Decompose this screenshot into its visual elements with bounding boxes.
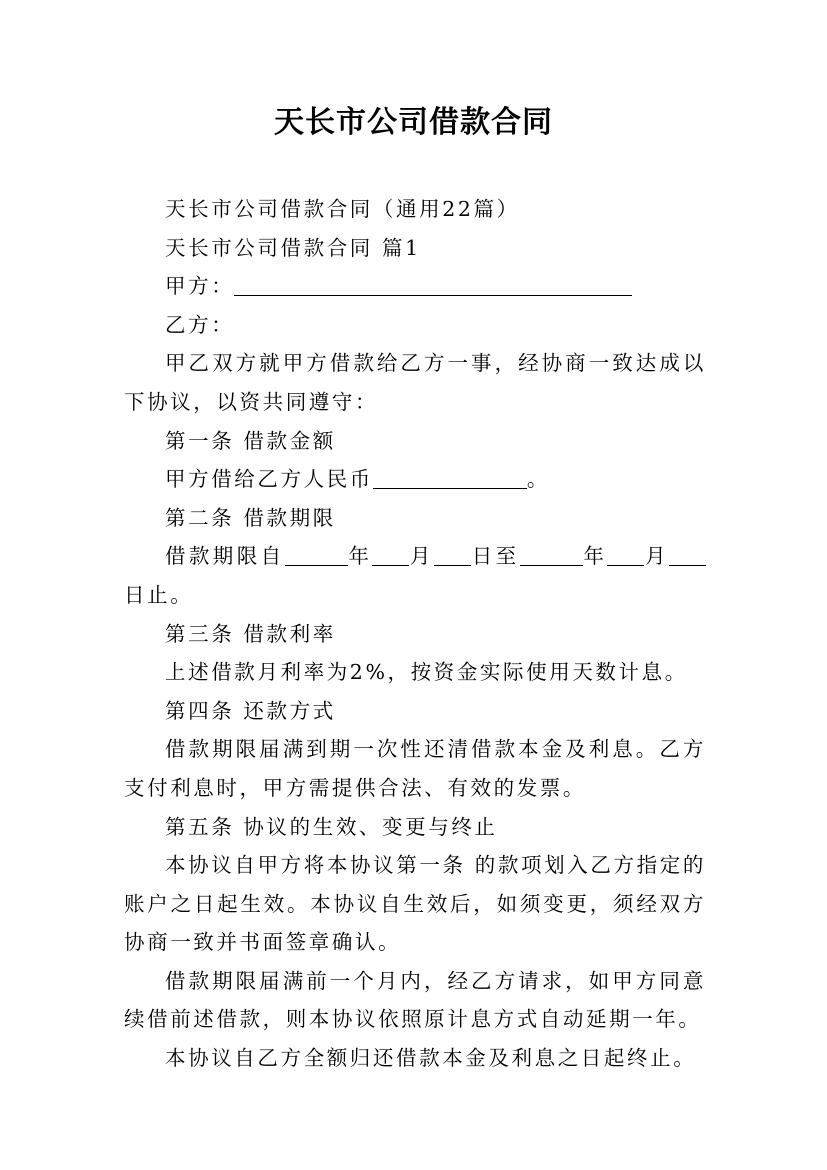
article2-year2: 年: [582, 544, 608, 569]
start-day-blank: [434, 545, 471, 567]
party-b-label: 乙方：: [165, 312, 235, 337]
party-b-line: [124, 306, 706, 345]
article1-text: [124, 460, 706, 499]
start-month-blank: [372, 545, 409, 567]
article1-text-before: 甲方借给乙方人民币: [165, 467, 373, 492]
article2-prefix: 借款期限自: [165, 544, 285, 569]
document-subtitle: 天长市公司借款合同（通用22篇）: [165, 197, 520, 221]
start-year-blank: [285, 545, 348, 567]
article3-text: 上述借款月利率为2%，按资金实际使用天数计息。: [165, 660, 688, 685]
article2-month1: 月: [409, 544, 434, 569]
party-a-line: [124, 267, 706, 306]
article3-title: 第三条 借款利率: [165, 621, 336, 646]
article5-paragraph-2: 借款期限届满前一个月内，经乙方请求，如甲方同意续借前述借款，则本协议依照原计息方式自动延期一年。: [124, 968, 706, 1032]
document-body: [124, 190, 706, 1078]
end-day-blank: [669, 545, 706, 567]
article4-text: 借款期限届满到期一次性还清借款本金及利息。乙方支付利息时，甲方需提供合法、有效的发票。: [124, 737, 706, 800]
article2-text: [124, 537, 706, 614]
document-title: 天长市公司借款合同: [274, 105, 553, 140]
article2-month2: 月: [644, 544, 670, 569]
article2-year1: 年: [347, 544, 373, 569]
amount-blank: [373, 468, 527, 490]
article2-day-to: 日至: [470, 544, 520, 569]
section-heading: 天长市公司借款合同 篇1: [165, 235, 421, 260]
article4-title: 第四条 还款方式: [165, 698, 336, 723]
end-year-blank: [520, 545, 583, 567]
intro-paragraph: 甲乙双方就甲方借款给乙方一事，经协商一致达成以下协议，以资共同遵守：: [124, 351, 706, 414]
article1-title: 第一条 借款金额: [165, 428, 336, 453]
article5-paragraph-1: 本协议自甲方将本协议第一条 的款项划入乙方指定的账户之日起生效。本协议自生效后，如须变更，须经双方协商一致并书面签章确认。: [124, 853, 706, 955]
party-a-label: 甲方：: [165, 274, 235, 299]
article1-text-after: 。: [526, 467, 551, 492]
end-month-blank: [607, 545, 644, 567]
article5-title: 第五条 协议的生效、变更与终止: [165, 814, 498, 839]
article2-day-end: 日止。: [124, 582, 194, 607]
article2-title: 第二条 借款期限: [165, 505, 336, 530]
party-a-blank: [234, 275, 632, 297]
article5-paragraph-3: 本协议自乙方全额归还借款本金及利息之日起终止。: [165, 1046, 697, 1071]
